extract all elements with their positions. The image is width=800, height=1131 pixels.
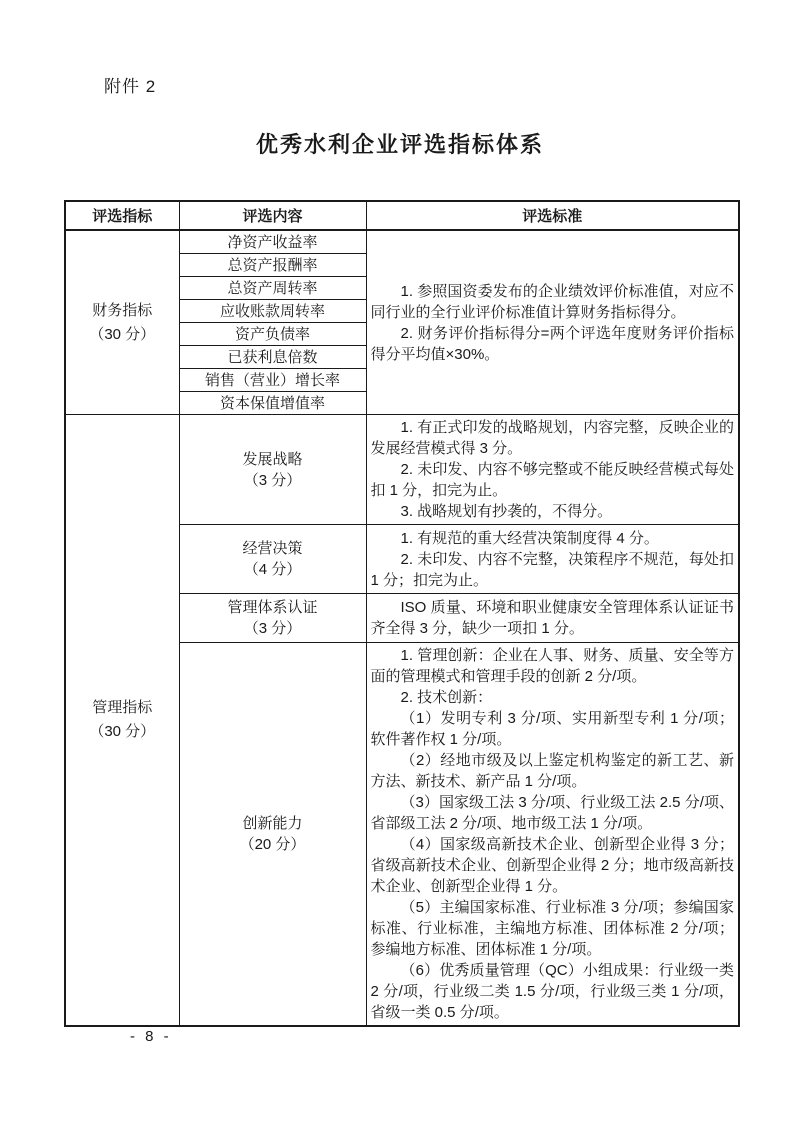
standard-cell: 1. 有规范的重大经营决策制度得 4 分。 2. 未印发、内容不完整，决策程序不规范，每处扣 1 分；扣完为止。 [366,525,739,594]
content-cell: 已获利息倍数 [179,346,366,369]
content-cell: 资本保值增值率 [179,392,366,415]
table-row [65,415,739,525]
standard-cell-financial: 1. 参照国资委发布的企业绩效评价标准值，对应不同行业的全行业评价标准值计算财务指标得分。 2. 财务评价指标得分=两个评选年度财务评价指标得分平均值×30%。 [366,230,739,415]
standard-cell: ISO 质量、环境和职业健康安全管理体系认证证书齐全得 3 分，缺少一项扣 1 分。 [366,594,739,643]
criteria-table [64,200,740,1027]
col-header-content: 评选内容 [179,201,366,230]
content-cell: 销售（营业）增长率 [179,369,366,392]
content-cell: 发展战略 （3 分） [179,415,366,525]
table-header-row [65,201,739,230]
content-cell: 总资产报酬率 [179,254,366,277]
content-cell: 资产负债率 [179,323,366,346]
content-cell: 总资产周转率 [179,277,366,300]
col-header-standard: 评选标准 [366,201,739,230]
table-row [65,230,739,254]
indicator-cell-management: 管理指标 （30 分） [65,415,179,1027]
page-number: - 8 - [130,1028,172,1045]
attachment-label: 附件 2 [104,77,157,96]
indicator-cell-financial: 财务指标 （30 分） [65,230,179,415]
standard-cell: 1. 管理创新：企业在人事、财务、质量、安全等方面的管理模式和管理手段的创新 2 分/项。 2. 技术创新： （1）发明专利 3 分/项、实用新型专利 1 分/项；软件著作权 1 分/项。 （2）经地市级及以上鉴定机构鉴定的新工艺、新方法、新技术、新产品 1 分/项。 （3）国家级工法 3 分/项、行业级工法 2.5 分/项、省部级工法 2 分/项、地市级工法 1 分/项。 （4）国家级高新技术企业、创新型企业得 3 分；省级高新技术企业、创新型企业得 2 分；地市级高新技术企业、创新型企业得 1 分。 （5）主编国家标准、行业标准 3 分/项；参编国家标准、行业标准，主编地方标准、团体标准 2 分/项；参编地方标准、团体标准 1 分/项。 （6）优秀质量管理（QC）小组成果：行业级一类 2 分/项，行业级二类 1.5 分/项，行业级三类 1 分/项，省级一类 0.5 分/项。 [366,643,739,1027]
content-cell: 管理体系认证 （3 分） [179,594,366,643]
content-cell: 创新能力 （20 分） [179,643,366,1027]
content-cell: 应收账款周转率 [179,300,366,323]
page-title: 优秀水利企业评选指标体系 [255,132,544,157]
content-cell: 经营决策 （4 分） [179,525,366,594]
standard-cell: 1. 有正式印发的战略规划，内容完整，反映企业的发展经营模式得 3 分。 2. 未印发、内容不够完整或不能反映经营模式每处扣 1 分，扣完为止。 3. 战略规划有抄袭的，不得分。 [366,415,739,525]
col-header-indicator: 评选指标 [65,201,179,230]
content-cell: 净资产收益率 [179,230,366,254]
